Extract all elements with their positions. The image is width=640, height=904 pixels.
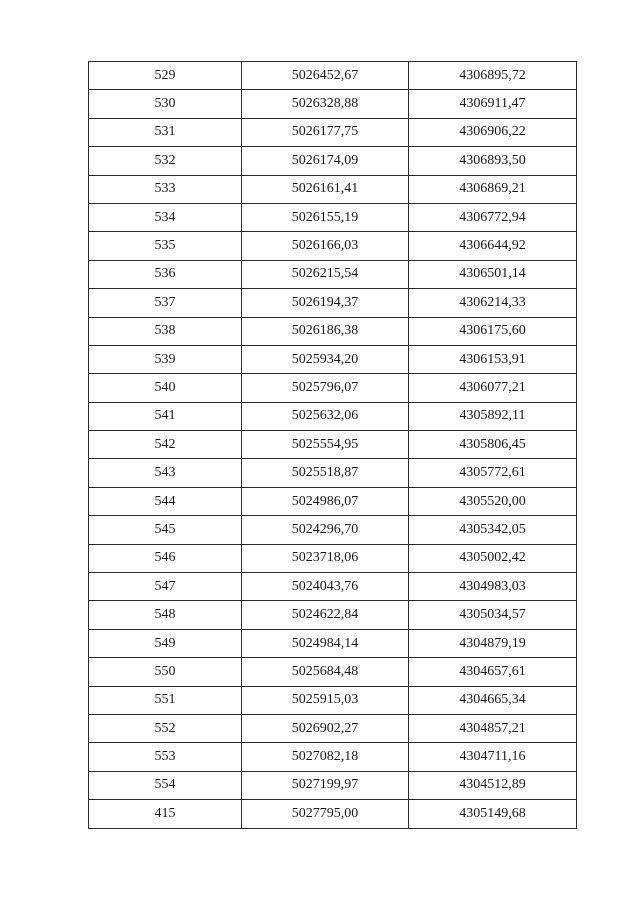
point-number-cell: 531 bbox=[89, 118, 242, 146]
point-number-cell: 540 bbox=[89, 374, 242, 402]
x-coordinate-cell: 5026215,54 bbox=[242, 260, 409, 288]
point-number-cell: 542 bbox=[89, 431, 242, 459]
table-row bbox=[89, 459, 577, 487]
point-number-cell: 544 bbox=[89, 487, 242, 515]
table-row bbox=[89, 118, 577, 146]
y-coordinate-cell: 4305034,57 bbox=[409, 601, 577, 629]
x-coordinate-cell: 5026186,38 bbox=[242, 317, 409, 345]
table-row bbox=[89, 374, 577, 402]
table-row bbox=[89, 629, 577, 657]
y-coordinate-cell: 4305002,42 bbox=[409, 544, 577, 572]
y-coordinate-cell: 4306869,21 bbox=[409, 175, 577, 203]
point-number-cell: 539 bbox=[89, 345, 242, 373]
table-row bbox=[89, 345, 577, 373]
y-coordinate-cell: 4304657,61 bbox=[409, 658, 577, 686]
y-coordinate-cell: 4304879,19 bbox=[409, 629, 577, 657]
coordinates-table-body bbox=[89, 62, 577, 829]
point-number-cell: 550 bbox=[89, 658, 242, 686]
x-coordinate-cell: 5024622,84 bbox=[242, 601, 409, 629]
y-coordinate-cell: 4306895,72 bbox=[409, 62, 577, 90]
y-coordinate-cell: 4304512,89 bbox=[409, 771, 577, 799]
x-coordinate-cell: 5026161,41 bbox=[242, 175, 409, 203]
table-row bbox=[89, 487, 577, 515]
y-coordinate-cell: 4306077,21 bbox=[409, 374, 577, 402]
point-number-cell: 551 bbox=[89, 686, 242, 714]
table-row bbox=[89, 175, 577, 203]
x-coordinate-cell: 5025915,03 bbox=[242, 686, 409, 714]
x-coordinate-cell: 5025632,06 bbox=[242, 402, 409, 430]
table-row bbox=[89, 601, 577, 629]
y-coordinate-cell: 4305892,11 bbox=[409, 402, 577, 430]
y-coordinate-cell: 4305772,61 bbox=[409, 459, 577, 487]
table-row bbox=[89, 800, 577, 828]
table-row bbox=[89, 544, 577, 572]
y-coordinate-cell: 4306772,94 bbox=[409, 203, 577, 231]
coordinates-table bbox=[88, 61, 577, 829]
point-number-cell: 530 bbox=[89, 90, 242, 118]
x-coordinate-cell: 5025684,48 bbox=[242, 658, 409, 686]
table-row bbox=[89, 686, 577, 714]
x-coordinate-cell: 5026452,67 bbox=[242, 62, 409, 90]
table-row bbox=[89, 289, 577, 317]
y-coordinate-cell: 4305149,68 bbox=[409, 800, 577, 828]
point-number-cell: 545 bbox=[89, 516, 242, 544]
table-row bbox=[89, 402, 577, 430]
table-row bbox=[89, 431, 577, 459]
y-coordinate-cell: 4306501,14 bbox=[409, 260, 577, 288]
x-coordinate-cell: 5026155,19 bbox=[242, 203, 409, 231]
table-row bbox=[89, 714, 577, 742]
table-row bbox=[89, 232, 577, 260]
x-coordinate-cell: 5026902,27 bbox=[242, 714, 409, 742]
x-coordinate-cell: 5027795,00 bbox=[242, 800, 409, 828]
y-coordinate-cell: 4304665,34 bbox=[409, 686, 577, 714]
point-number-cell: 554 bbox=[89, 771, 242, 799]
point-number-cell: 547 bbox=[89, 573, 242, 601]
point-number-cell: 543 bbox=[89, 459, 242, 487]
point-number-cell: 536 bbox=[89, 260, 242, 288]
table-row bbox=[89, 203, 577, 231]
x-coordinate-cell: 5025934,20 bbox=[242, 345, 409, 373]
y-coordinate-cell: 4306911,47 bbox=[409, 90, 577, 118]
table-row bbox=[89, 317, 577, 345]
table-row bbox=[89, 573, 577, 601]
x-coordinate-cell: 5024043,76 bbox=[242, 573, 409, 601]
y-coordinate-cell: 4306153,91 bbox=[409, 345, 577, 373]
table-row bbox=[89, 147, 577, 175]
table-row bbox=[89, 743, 577, 771]
table-row bbox=[89, 260, 577, 288]
table-row bbox=[89, 771, 577, 799]
table-row bbox=[89, 90, 577, 118]
y-coordinate-cell: 4304983,03 bbox=[409, 573, 577, 601]
point-number-cell: 415 bbox=[89, 800, 242, 828]
x-coordinate-cell: 5024296,70 bbox=[242, 516, 409, 544]
y-coordinate-cell: 4305342,05 bbox=[409, 516, 577, 544]
point-number-cell: 541 bbox=[89, 402, 242, 430]
x-coordinate-cell: 5023718,06 bbox=[242, 544, 409, 572]
x-coordinate-cell: 5024984,14 bbox=[242, 629, 409, 657]
y-coordinate-cell: 4305806,45 bbox=[409, 431, 577, 459]
point-number-cell: 548 bbox=[89, 601, 242, 629]
x-coordinate-cell: 5025518,87 bbox=[242, 459, 409, 487]
x-coordinate-cell: 5026174,09 bbox=[242, 147, 409, 175]
y-coordinate-cell: 4304857,21 bbox=[409, 714, 577, 742]
table-row bbox=[89, 516, 577, 544]
x-coordinate-cell: 5024986,07 bbox=[242, 487, 409, 515]
point-number-cell: 533 bbox=[89, 175, 242, 203]
y-coordinate-cell: 4306214,33 bbox=[409, 289, 577, 317]
table-row bbox=[89, 658, 577, 686]
y-coordinate-cell: 4304711,16 bbox=[409, 743, 577, 771]
x-coordinate-cell: 5026328,88 bbox=[242, 90, 409, 118]
x-coordinate-cell: 5025796,07 bbox=[242, 374, 409, 402]
y-coordinate-cell: 4306644,92 bbox=[409, 232, 577, 260]
x-coordinate-cell: 5026166,03 bbox=[242, 232, 409, 260]
x-coordinate-cell: 5026177,75 bbox=[242, 118, 409, 146]
y-coordinate-cell: 4306175,60 bbox=[409, 317, 577, 345]
point-number-cell: 538 bbox=[89, 317, 242, 345]
y-coordinate-cell: 4305520,00 bbox=[409, 487, 577, 515]
x-coordinate-cell: 5025554,95 bbox=[242, 431, 409, 459]
x-coordinate-cell: 5027082,18 bbox=[242, 743, 409, 771]
point-number-cell: 537 bbox=[89, 289, 242, 317]
point-number-cell: 546 bbox=[89, 544, 242, 572]
y-coordinate-cell: 4306893,50 bbox=[409, 147, 577, 175]
table-row bbox=[89, 62, 577, 90]
point-number-cell: 553 bbox=[89, 743, 242, 771]
point-number-cell: 532 bbox=[89, 147, 242, 175]
point-number-cell: 535 bbox=[89, 232, 242, 260]
point-number-cell: 549 bbox=[89, 629, 242, 657]
point-number-cell: 534 bbox=[89, 203, 242, 231]
y-coordinate-cell: 4306906,22 bbox=[409, 118, 577, 146]
point-number-cell: 529 bbox=[89, 62, 242, 90]
x-coordinate-cell: 5026194,37 bbox=[242, 289, 409, 317]
point-number-cell: 552 bbox=[89, 714, 242, 742]
x-coordinate-cell: 5027199,97 bbox=[242, 771, 409, 799]
